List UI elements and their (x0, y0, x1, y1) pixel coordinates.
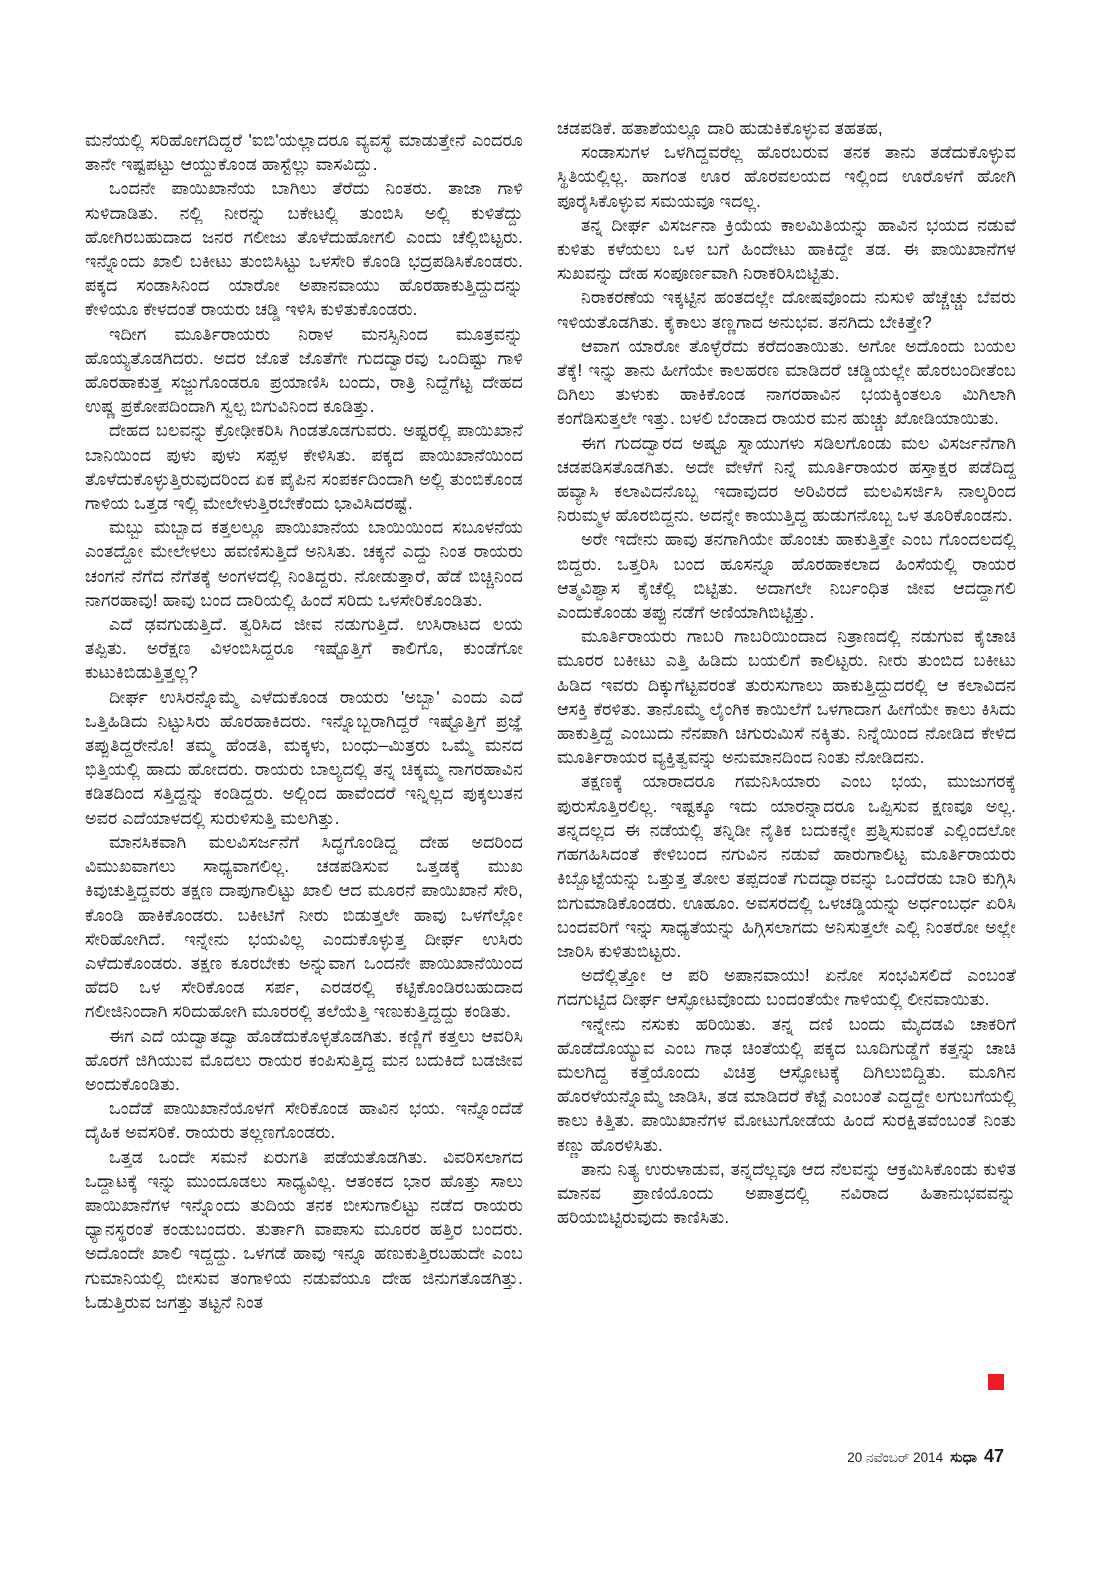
story-paragraph: ಮನೆಯಲ್ಲಿ ಸರಿಹೋಗದಿದ್ದರೆ 'ಐಬಿ'ಯಲ್ಲಾದರೂ ವ್ಯವಸ್ಥೆ ಮಾಡುತ್ತೇನೆ ಎಂದರೂ ತಾನೇ ಇಷ್ಟಪಟ್ಟು ಆಯ್ದುಕೊಂಡ ಹಾಸ್ಟೆಲ್ಲು ವಾಸವಿದ್ದು. (85, 130, 523, 175)
story-paragraph: ಆವಾಗ ಯಾರೋ ತೊಳ್ಳೆರೆದು ಕರೆದಂತಾಯಿತು. ಅಗೋ ಅದೊಂದು ಬಯಲ ತೆಕ್ಕೆ! ಇನ್ನು ತಾನು ಹೀಗೆಯೇ ಕಾಲಹರಣ ಮಾಡಿದರೆ ಚಡ್ಡಿಯಲ್ಲೇ ಹೊರಬಂದೀತೆಂಬ ದಿಗಿಲು ತುಳುಕು ಹಾಕಿಕೊಂಡ ನಾಗರಹಾವಿನ ಭಯಕ್ಕಿಂತಲೂ ಮಿಗಿಲಾಗಿ ಕಂಗೆಡಿಸುತ್ತಲೇ ಇತ್ತು. ಬಳಲಿ ಬೆಂಡಾದ ರಾಯರ ಮನ ಹುಚ್ಚು ಖೋಡಿಯಾಯಿತು. (557, 335, 1016, 429)
footer-page-number: 47 (983, 1446, 1004, 1466)
story-paragraph: ಅರೇ ಇದೇನು ಹಾವು ತನಗಾಗಿಯೇ ಹೊಂಚು ಹಾಕುತ್ತಿತ್ತೇ ಎಂಬ ಗೊಂದಲದಲ್ಲಿ ಬಿದ್ದರು. ಒತ್ತರಿಸಿ ಬಂದ ಹೂಸನ್ನೂ ಹೊರಹಾಕಲಾದ ಹಿಂಸೆಯಲ್ಲಿ ರಾಯರ ಆತ್ಮವಿಶ್ವಾಸ ಕೈಚೆಲ್ಲಿ ಬಿಟ್ಟಿತು. ಅದಾಗಲೇ ನಿರ್ಬಂಧಿತ ಜೀವ ಆದದ್ದಾಗಲಿ ಎಂದುಕೊಂಡು ತಪ್ಪು ನಡೆಗೆ ಅಣಿಯಾಗಿಬಿಟ್ಟಿತ್ತು. (557, 529, 1016, 623)
story-paragraph: ತಾನು ನಿತ್ಯ ಉರುಳಾಡುವ, ತನ್ನದೆಲ್ಲವೂ ಆದ ನೆಲವನ್ನು ಆಕ್ರಮಿಸಿಕೊಂಡು ಕುಳಿತ ಮಾನವ ಪ್ರಾಣಿಯೊಂದು ಅಪಾತ್ರದಲ್ಲಿ ನವಿರಾದ ಹಿತಾನುಭವವನ್ನು ಹರಿಯಬಿಟ್ಟಿರುವುದು ಕಾಣಿಸಿತು. (557, 1158, 1016, 1228)
story-paragraph: ಮಬ್ಬು ಮಬ್ಬಾದ ಕತ್ತಲಲ್ಲೂ ಪಾಯಿಖಾನೆಯ ಬಾಯಿಯಿಂದ ಸಬೂಳನೆಯ ಎಂತದ್ದೋ ಮೇಲೇಳಲು ಹವಣಿಸುತ್ತಿದೆ ಅನಿಸಿತು. ಚಕ್ಕನೆ ಎದ್ದು ನಿಂತ ರಾಯರು ಚಂಗನೆ ನೆಗೆದ ನೆಗೆತಕ್ಕೆ ಅಂಗಳದಲ್ಲಿ ನಿಂತಿದ್ದರು. ನೋಡುತ್ತಾರೆ, ಹೆಡೆ ಬಿಚ್ಚಿನಿಂದ ನಾಗರಹಾವು! ಹಾವು ಬಂದ ದಾರಿಯಲ್ಲಿ ಹಿಂದೆ ಸರಿದು ಒಳಸೇರಿಕೊಂಡಿತು. (85, 517, 523, 610)
story-paragraph: ಎದೆ ಢವಗುಡುತ್ತಿದೆ. ತ್ವರಿಸಿದ ಜೀವ ನಡುಗುತ್ತಿದೆ. ಉಸಿರಾಟದ ಲಯ ತಪ್ಪಿತು. ಅರೆಕ್ಷಣ ವಿಳಂಬಿಸಿದ್ದರೂ ಇಷ್ಟೊತ್ತಿಗೆ ಕಾಲಿಗೊ, ಕುಂಡೆಗೋ ಕುಟುಕಿಬಿಡುತ್ತಿತ್ತಲ್ಲ? (85, 614, 523, 683)
story-paragraph: ತನ್ನ ದೀರ್ಘ ವಿಸರ್ಜನಾ ಕ್ರಿಯೆಯ ಕಾಲಮಿತಿಯನ್ನು ಹಾವಿನ ಭಯದ ನಡುವೆ ಕುಳಿತು ಕಳೆಯಲು ಒಳ ಬಗೆ ಹಿಂದೇಟು ಹಾಕಿದ್ದೇ ತಡ. ಈ ಪಾಯಿಖಾನೆಗಳ ಸುಖವನ್ನು ದೇಹ ಸಂಪೂರ್ಣವಾಗಿ ನಿರಾಕರಿಸಿಬಿಟ್ಟಿತು. (557, 214, 1016, 284)
article-end-marker-square (988, 1374, 1004, 1390)
story-paragraph: ಈಗ ಗುದದ್ವಾರದ ಅಷ್ಟೂ ಸ್ನಾಯುಗಳು ಸಡಿಲಗೊಂಡು ಮಲ ವಿಸರ್ಜನೆಗಾಗಿ ಚಡಪಡಿಸತೊಡಗಿತು. ಅದೇ ವೇಳೆಗೆ ನಿನ್ನೆ ಮೂರ್ತಿರಾಯರ ಹಸ್ತಾಕ್ಷರ ಪಡೆದಿದ್ದ ಹವ್ಯಾಸಿ ಕಲಾವಿದನೊಬ್ಬ ಇದಾವುದರ ಅರಿವಿರದೆ ಮಲವಿಸರ್ಜಿಸಿ ನಾಲ್ಕರಿಂದ ನಿರುಮ್ಮಳ ಹೊರಬಿದ್ದನು. ಅದನ್ನೇ ಕಾಯುತ್ತಿದ್ದ ಹುಡುಗನೊಬ್ಬ ಒಳ ತೂರಿಕೊಂಡನು. (557, 432, 1016, 526)
footer-issue-date: 20 ನವೆಂಬರ್ 2014 (847, 1450, 944, 1465)
story-paragraph: ಈಗ ಎದೆ ಯದ್ವಾತದ್ವಾ ಹೊಡೆದುಕೊಳ್ಳತೊಡಗಿತು. ಕಣ್ಣಿಗೆ ಕತ್ತಲು ಆವರಿಸಿ ಹೊರಗೆ ಜಿಗಿಯುವ ಮೊದಲು ರಾಯರ ಕಂಪಿಸುತ್ತಿದ್ದ ಮನ ಬದುಕಿದೆ ಬಡಜೀವ ಅಂದುಕೊಂಡಿತು. (85, 1025, 523, 1094)
story-paragraph: ಒಂದನೇ ಪಾಯಿಖಾನೆಯ ಬಾಗಿಲು ತೆರೆದು ನಿಂತರು. ತಾಜಾ ಗಾಳಿ ಸುಳಿದಾಡಿತು. ನಲ್ಲಿ ನೀರನ್ನು ಬಕೇಟಲ್ಲಿ ತುಂಬಿಸಿ ಅಲ್ಲಿ ಕುಳಿತೆದ್ದು ಹೋಗಿರಬಹುದಾದ ಜನರ ಗಲೀಜು ತೊಳೆದುಹೋಗಲಿ ಎಂದು ಚೆಲ್ಲಿಬಿಟ್ಟರು. ಇನ್ನೊಂದು ಖಾಲಿ ಬಕೀಟು ತುಂಬಿಸಿಟ್ಟು ಒಳಸೇರಿ ಕೊಂಡಿ ಭದ್ರಪಡಿಸಿಕೊಂಡರು. ಪಕ್ಕದ ಸಂಡಾಸಿನಿಂದ ಯಾರೋ ಅಪಾನವಾಯು ಹೊರಹಾಕುತ್ತಿದ್ದುದನ್ನು ಕೇಳಿಯೂ ಕೇಳದಂತೆ ರಾಯರು ಚಡ್ಡಿ ಇಳಿಸಿ ಕುಳಿತುಕೊಂಡರು. (85, 178, 523, 320)
story-paragraph: ತಕ್ಷಣಕ್ಕೆ ಯಾರಾದರೂ ಗಮನಿಸಿಯಾರು ಎಂಬ ಭಯ, ಮುಜುಗರಕ್ಕೆ ಪುರುಸೊತ್ತಿರಲಿಲ್ಲ. ಇಷ್ಟಕ್ಕೂ ಇದು ಯಾರನ್ನಾದರೂ ಒಪ್ಪಿಸುವ ಕ್ಷಣವೂ ಅಲ್ಲ. ತನ್ನದಲ್ಲದ ಈ ನಡೆಯಲ್ಲಿ ತನ್ನಿಡೀ ನೈತಿಕ ಬದುಕನ್ನೇ ಪ್ರಶ್ನಿಸುವಂತೆ ಎಲ್ಲಿಂದಲೋ ಗಹಗಹಿಸಿದಂತೆ ಕೇಳಿಬಂದ ನಗುವಿನ ನಡುವೆ ಹಾರುಗಾಲಿಟ್ಟ ಮೂರ್ತಿರಾಯರು ಕಿಬ್ಬೊಟ್ಟೆಯನ್ನು ಒತ್ತುತ್ತ ತೋಲ ತಪ್ಪದಂತೆ ಗುದದ್ವಾರವನ್ನು ಒಂದೆರಡು ಬಾರಿ ಕುಗ್ಗಿಸಿ ಬಿಗುಮಾಡಿಕೊಂಡರು. ಊಹೂಂ. ಅವಸರದಲ್ಲಿ ಒಳಚಡ್ಡಿಯನ್ನು ಅರ್ಧಂಬರ್ಧ ಏರಿಸಿ ಬಂದವರಿಗೆ ಇನ್ನು ಸಾಧ್ಯತೆಯನ್ನು ಹಿಗ್ಗಿಸಲಾಗದು ಅನಿಸುತ್ತಲೇ ಎಲ್ಲಿ ನಿಂತರೋ ಅಲ್ಲೇ ಜಾರಿಸಿ ಕುಳಿತುಬಿಟ್ಟರು. (557, 771, 1016, 961)
story-paragraph: ನಿರಾಕರಣೆಯ ಇಕ್ಕಟ್ಟಿನ ಹಂತದಲ್ಲೇ ದೋಷವೊಂದು ನುಸುಳಿ ಹೆಚ್ಚೆಚ್ಚು ಬೆವರು ಇಳಿಯತೊಡಗಿತು. ಕೈಕಾಲು ತಣ್ಣಗಾದ ಅನುಭವ. ತನಗಿದು ಬೇಕಿತ್ತೇ? (557, 287, 1016, 332)
story-text-column-right (557, 116, 1016, 1406)
story-paragraph: ಮಾನಸಿಕವಾಗಿ ಮಲವಿಸರ್ಜನೆಗೆ ಸಿದ್ಧಗೊಂಡಿದ್ದ ದೇಹ ಅದರಿಂದ ವಿಮುಖವಾಗಲು ಸಾಧ್ಯವಾಗಲಿಲ್ಲ. ಚಡಪಡಿಸುವ ಒತ್ತಡಕ್ಕೆ ಮುಖ ಕಿವುಚುತ್ತಿದ್ದವರು ತಕ್ಷಣ ದಾಪುಗಾಲಿಟ್ಟು ಖಾಲಿ ಆದ ಮೂರನೆ ಪಾಯಿಖಾನೆ ಸೇರಿ, ಕೊಂಡಿ ಹಾಕಿಕೊಂಡರು. ಬಕೀಟಿಗೆ ನೀರು ಬಿಡುತ್ತಲೇ ಹಾವು ಒಳಗೆಲ್ಲೋ ಸೇರಿಹೋಗಿದೆ. ಇನ್ನೇನು ಭಯವಿಲ್ಲ ಎಂದುಕೊಳ್ಳುತ್ತ ದೀರ್ಘ ಉಸಿರು ಎಳೆದುಕೊಂಡರು. ತಕ್ಷಣ ಕೂರಬೇಕು ಅನ್ನುವಾಗ ಒಂದನೇ ಪಾಯಿಖಾನೆಯಿಂದ ಹೆದರಿ ಒಳ ಸೇರಿಕೊಂಡ ಸರ್ಪ, ಎರಡರಲ್ಲಿ ಕಟ್ಟಿಕೊಂಡಿರಬಹುದಾದ ಗಲೀಜಿನಿಂದಾಗಿ ಸರಿದುಹೋಗಿ ಮೂರರಲ್ಲಿ ತಲೆಯೆತ್ತಿ ಇಣುಕುತ್ತಿದ್ದದ್ದು ಕಂಡಿತು. (85, 831, 523, 1022)
story-paragraph: ದೀರ್ಘ ಉಸಿರನ್ನೊಮ್ಮೆ ಎಳೆದುಕೊಂಡ ರಾಯರು 'ಅಬ್ಬಾ' ಎಂದು ಎದೆ ಒತ್ತಿಹಿಡಿದು ನಿಟ್ಟುಸಿರು ಹೊರಹಾಕಿದರು. ಇನ್ನೊಬ್ಬರಾಗಿದ್ದರೆ ಇಷ್ಟೊತ್ತಿಗೆ ಪ್ರಜ್ಞೆ ತಪ್ಪುತಿದ್ದರೇನೊ! ತಮ್ಮ ಹೆಂಡತಿ, ಮಕ್ಕಳು, ಬಂಧು–ಮಿತ್ರರು ಒಮ್ಮೆ ಮನದ ಭಿತ್ತಿಯಲ್ಲಿ ಹಾದು ಹೋದರು. ರಾಯರು ಬಾಲ್ಯದಲ್ಲಿ ತನ್ನ ಚಿಕ್ಕಮ್ಮ ನಾಗರಹಾವಿನ ಕಡಿತದಿಂದ ಸತ್ತಿದ್ದನ್ನು ಕಂಡಿದ್ದರು. ಅಲ್ಲಿಂದ ಹಾವೆಂದರೆ ಇನ್ನಿಲ್ಲದ ಪುಕ್ಕಲುತನ ಅವರ ಎದೆಯಾಳದಲ್ಲಿ ಸುರುಳಿಸುತ್ತಿ ಮಲಗಿತ್ತು. (85, 686, 523, 828)
story-text-column-left (85, 128, 523, 1448)
page-footer (847, 1446, 1004, 1467)
story-paragraph: ಸಂಡಾಸುಗಳ ಒಳಗಿದ್ದವರೆಲ್ಲ ಹೊರಬರುವ ತನಕ ತಾನು ತಡೆದುಕೊಳ್ಳುವ ಸ್ಥಿತಿಯಲ್ಲಿಲ್ಲ. ಹಾಗಂತ ಊರ ಹೊರವಲಯದ ಇಲ್ಲಿಂದ ಊರೊಳಗೆ ಹೋಗಿ ಪೂರೈಸಿಕೊಳ್ಳುವ ಸಮಯವೂ ಇದಲ್ಲ. (557, 142, 1016, 211)
story-paragraph: ಇದೀಗ ಮೂರ್ತಿರಾಯರು ನಿರಾಳ ಮನಸ್ಸಿನಿಂದ ಮೂತ್ರವನ್ನು ಹೊಯ್ಯತೊಡಗಿದರು. ಅದರ ಜೊತೆ ಜೊತೆಗೇ ಗುದದ್ವಾರವು ಒಂದಿಷ್ಟು ಗಾಳಿ ಹೊರಹಾಕುತ್ತ ಸಜ್ಜುಗೊಂಡರೂ ಪ್ರಯಾಣಿಸಿ ಬಂದು, ರಾತ್ರಿ ನಿದ್ದೆಗೆಟ್ಟ ದೇಹದ ಉಷ್ಣ ಪ್ರಕೋಪದಿಂದಾಗಿ ಸ್ವಲ್ಪ ಬಿಗುವಿನಿಂದ ಕೂಡಿತ್ತು. (85, 323, 523, 417)
story-paragraph: ಮೂರ್ತಿರಾಯರು ಗಾಬರಿ ಗಾಬರಿಯಿಂದಾದ ನಿತ್ರಾಣದಲ್ಲಿ ನಡುಗುವ ಕೈಚಾಚಿ ಮೂರರ ಬಕೀಟು ಎತ್ತಿ ಹಿಡಿದು ಬಯಲಿಗೆ ಕಾಲಿಟ್ಟರು. ನೀರು ತುಂಬಿದ ಬಕೀಟು ಹಿಡಿದ ಇವರು ದಿಕ್ಕುಗೆಟ್ಟವರಂತೆ ತುರುಸುಗಾಲು ಹಾಕುತ್ತಿದ್ದುದರಲ್ಲಿ ಆ ಕಲಾವಿದನ ಆಸಕ್ತಿ ಕೆರಳಿತು. ತಾನೊಮ್ಮೆ ಲೈಂಗಿಕ ಕಾಯಿಲೆಗೆ ಒಳಗಾದಾಗ ಹೀಗೆಯೇ ಕಾಲು ಕಿಸಿದು ಹಾಕುತ್ತಿದ್ದೆ ಎಂಬುದು ನೆನಪಾಗಿ ಚಿಗುರುಮಿಸೆ ನಕ್ಕಿತು. ನಿನ್ನೆಯಿಂದ ನೋಡಿದ ಕೇಳಿದ ಮೂರ್ತಿರಾಯರ ವ್ಯಕ್ತಿತ್ವವನ್ನು ಅನುಮಾನದಿಂದ ನಿಂತು ನೋಡಿದನು. (557, 626, 1016, 768)
story-paragraph: ಒತ್ತಡ ಒಂದೇ ಸಮನೆ ಏರುಗತಿ ಪಡೆಯತೊಡಗಿತು. ವಿವರಿಸಲಾಗದ ಒದ್ದಾಟಕ್ಕೆ ಇನ್ನು ಮುಂದೂಡಲು ಸಾಧ್ಯವಿಲ್ಲ. ಆತಂಕದ ಭಾರ ಹೊತ್ತು ಸಾಲು ಪಾಯಿಖಾನೆಗಳ ಇನ್ನೊಂದು ತುದಿಯ ತನಕ ಬೀಸುಗಾಲಿಟ್ಟು ನಡೆದ ರಾಯರು ಧ್ಯಾನಸ್ಥರಂತೆ ಕಂಡುಬಂದರು. ತುರ್ತಾಗಿ ವಾಪಾಸು ಮೂರರ ಹತ್ತಿರ ಬಂದರು. ಅದೊಂದೇ ಖಾಲಿ ಇದ್ದದ್ದು. ಒಳಗಡೆ ಹಾವು ಇನ್ನೂ ಹಣುಕುತ್ತಿರಬಹುದೇ ಎಂಬ ಗುಮಾನಿಯಲ್ಲಿ ಬೀಸುವ ತಂಗಾಳಿಯ ನಡುವೆಯೂ ದೇಹ ಜಿನುಗತೊಡಗಿತ್ತು. ಓಡುತ್ತಿರುವ ಜಗತ್ತು ತಟ್ಟನೆ ನಿಂತ (85, 1146, 523, 1312)
story-paragraph: ಚಡಪಡಿಕೆ. ಹತಾಶೆಯಲ್ಲೂ ದಾರಿ ಹುಡುಕಿಕೊಳ್ಳುವ ತಹತಹ, (557, 118, 883, 138)
story-paragraph: ದೇಹದ ಬಲವನ್ನು ಕ್ರೋಢೀಕರಿಸಿ ಗಿಂಡತೊಡಗುವರು. ಅಷ್ಟರಲ್ಲಿ ಪಾಯಿಖಾನೆ ಬಾನಿಯಿಂದ ಪುಳು ಪುಳು ಸಪ್ಪಳ ಕೇಳಿಸಿತು. ಪಕ್ಕದ ಪಾಯಿಖಾನೆಯಿಂದ ತೊಳೆದುಕೊಳ್ಳುತ್ತಿರುವುದರಿಂದ ಏಕ ಪೈಪಿನ ಸಂಪರ್ಕದಿಂದಾಗಿ ಅಲ್ಲಿ ತುಂಬಿಕೊಂಡ ಗಾಳಿಯ ಒತ್ತಡ ಇಲ್ಲಿ ಮೇಲೇಳುತ್ತಿರಬೇಕೆಂದು ಭಾವಿಸಿದರಷ್ಟೆ. (85, 420, 523, 514)
story-paragraph: ಅದೆಲ್ಲಿತ್ತೋ ಆ ಪರಿ ಅಪಾನವಾಯು! ಏನೋ ಸಂಭವಿಸಲಿದೆ ಎಂಬಂತೆ ಗದಗುಟ್ಟಿದ ದೀರ್ಘ ಆಸ್ಫೋಟವೊಂದು ಬಂದಂತೆಯೇ ಗಾಳಿಯಲ್ಲಿ ಲೀನವಾಯಿತು. (557, 965, 1016, 1010)
footer-magazine-name: ಸುಧಾ (950, 1450, 977, 1466)
story-paragraph: ಇನ್ನೇನು ನಸುಕು ಹರಿಯಿತು. ತನ್ನ ದಣಿ ಬಂದು ಮೈದಡವಿ ಚಾಕರಿಗೆ ಹೊಡೆದೊಯ್ಯುವ ಎಂಬ ಗಾಢ ಚಿಂತೆಯಲ್ಲಿ ಪಕ್ಕದ ಬೂದಿಗುಡ್ಡೆಗೆ ಕತ್ತನ್ನು ಚಾಚಿ ಮಲಗಿದ್ದ ಕತ್ತೆಯೊಂದು ವಿಚಿತ್ರ ಆಸ್ಫೋಟಕ್ಕೆ ದಿಗಿಲುಬಿದ್ದಿತು. ಮೂಗಿನ ಹೊರಳೆಯನ್ನೊಮ್ಮೆ ಜಾಡಿಸಿ, ತಡ ಮಾಡಿದರೆ ಕೆಟ್ಟೆ ಎಂಬಂತೆ ಎದ್ದದ್ದೇ ಲಗುಬಗೆಯಲ್ಲಿ ಕಾಲು ಕಿತ್ತಿತು. ಪಾಯಿಖಾನೆಗಳ ಮೋಟುಗೋಡೆಯ ಹಿಂದೆ ಸುರಕ್ಷಿತವೆಂಬಂತೆ ನಿಂತು ಕಣ್ಣು ಹೊರಳಿಸಿತು. (557, 1013, 1016, 1155)
story-paragraph: ಒಂದೆಡೆ ಪಾಯಿಖಾನೆಯೊಳಗೆ ಸೇರಿಕೊಂಡ ಹಾವಿನ ಭಯ. ಇನ್ನೊಂದೆಡೆ ದೈಹಿಕ ಅವಸರಿಕೆ. ರಾಯರು ತಲ್ಲಣಗೊಂಡರು. (85, 1098, 523, 1143)
